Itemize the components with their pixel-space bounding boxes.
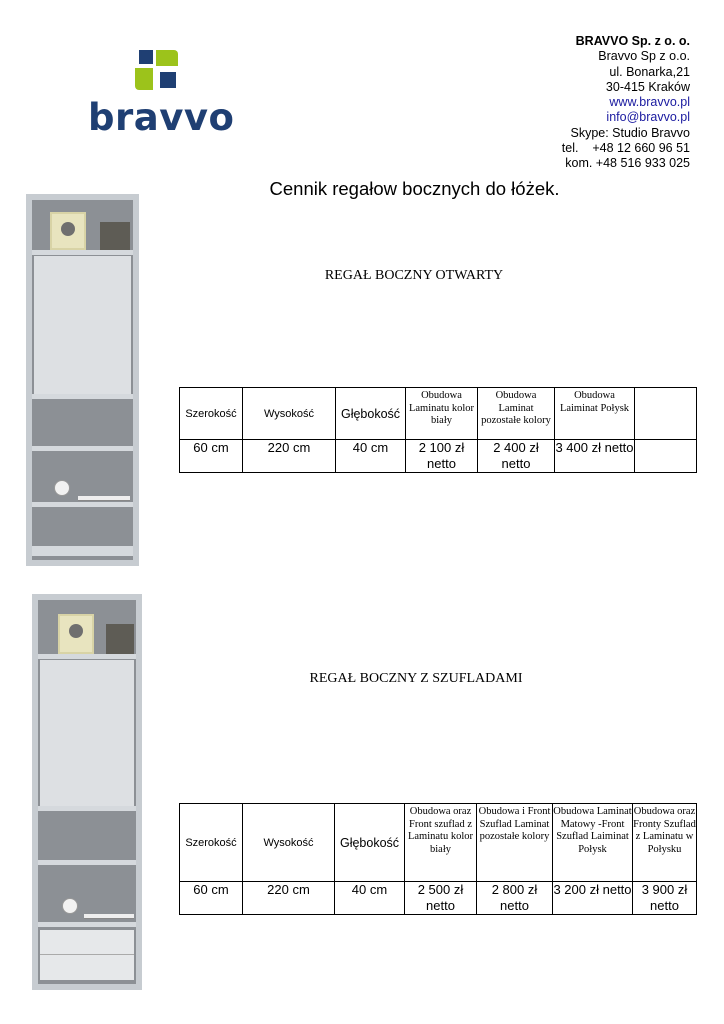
price-white-laminate: 2 100 zł netto [406,440,478,473]
table-row [180,440,697,473]
price-matte-gloss: 3 200 zł netto [553,882,633,915]
header-width: Szerokość [180,804,243,882]
header-height: Wysokość [243,388,336,440]
value-depth: 40 cm [335,882,405,915]
logo-square-blue-right [160,72,176,88]
value-height: 220 cm [243,440,336,473]
company-email-link[interactable]: info@bravvo.pl [606,110,690,125]
clock-icon [62,898,78,914]
books-icon [100,222,130,250]
section-title-drawer-shelf: REGAŁ BOCZNY Z SZUFLADAMI [309,671,523,686]
header-matte-gloss: Obudowa Laminat Matowy -Front Szuflad Laiminat Połysk [553,804,633,882]
price-empty [635,440,697,473]
header-white-laminate: Obudowa Laminatu kolor biały [406,388,478,440]
company-city: 30-415 Kraków [605,79,690,94]
table-header-row [180,388,697,440]
price-table-open-shelf [179,387,697,473]
header-gloss: Obudowa Laiminat Połysk [555,388,635,440]
logo-square-green-left [135,68,153,90]
header-height: Wysokość [243,804,335,882]
company-line1: Bravvo Sp z o.o. [598,49,690,64]
company-name: BRAVVO Sp. z o. o. [575,34,690,48]
header-other-colors: Obudowa i Front Szuflad Laminat pozostałe kolory [477,804,553,882]
table-header-row [180,804,697,882]
value-height: 220 cm [243,882,335,915]
price-other-colors: 2 400 zł netto [478,440,555,473]
logo-square-green-top [156,50,178,66]
price-white-laminate: 2 500 zł netto [405,882,477,915]
logo-wordmark: bravvo [88,96,235,139]
picture-frame-icon [50,212,86,250]
value-width: 60 cm [180,440,243,473]
picture-frame-icon [58,614,94,654]
price-other-colors: 2 800 zł netto [477,882,553,915]
company-info [562,34,690,172]
open-shelf-image [26,194,139,566]
books-icon [106,624,134,654]
drawer-shelf-image [32,594,142,990]
value-depth: 40 cm [336,440,406,473]
header-gloss: Obudowa oraz Fronty Szuflad z Laminatu w Połysku [633,804,697,882]
company-street: ul. Bonarka,21 [609,64,690,79]
bravvo-logo [88,48,238,140]
logo-square-blue-top [139,50,153,64]
price-gloss: 3 400 zł netto [555,440,635,473]
price-gloss: 3 900 zł netto [633,882,697,915]
company-website-link[interactable]: www.bravvo.pl [609,95,690,110]
company-tel: tel. +48 12 660 96 51 [561,141,690,156]
value-width: 60 cm [180,882,243,915]
header-other-colors: Obudowa Laminat pozostałe kolory [478,388,555,440]
header-depth: Głębokość [335,804,405,882]
clock-icon [54,480,70,496]
header-depth: Głębokość [336,388,406,440]
price-table-drawer-shelf [179,803,697,915]
page-title: Cennik regałow bocznych do łóżek. [269,178,560,199]
header-empty [635,388,697,440]
company-mobile: kom. +48 516 933 025 [565,156,690,171]
table-row [180,882,697,915]
section-title-open-shelf: REGAŁ BOCZNY OTWARTY [324,268,504,283]
header-width: Szerokość [180,388,243,440]
company-skype: Skype: Studio Bravvo [570,125,690,140]
header-white-laminate: Obudowa oraz Front szuflad z Laminatu kolor biały [405,804,477,882]
